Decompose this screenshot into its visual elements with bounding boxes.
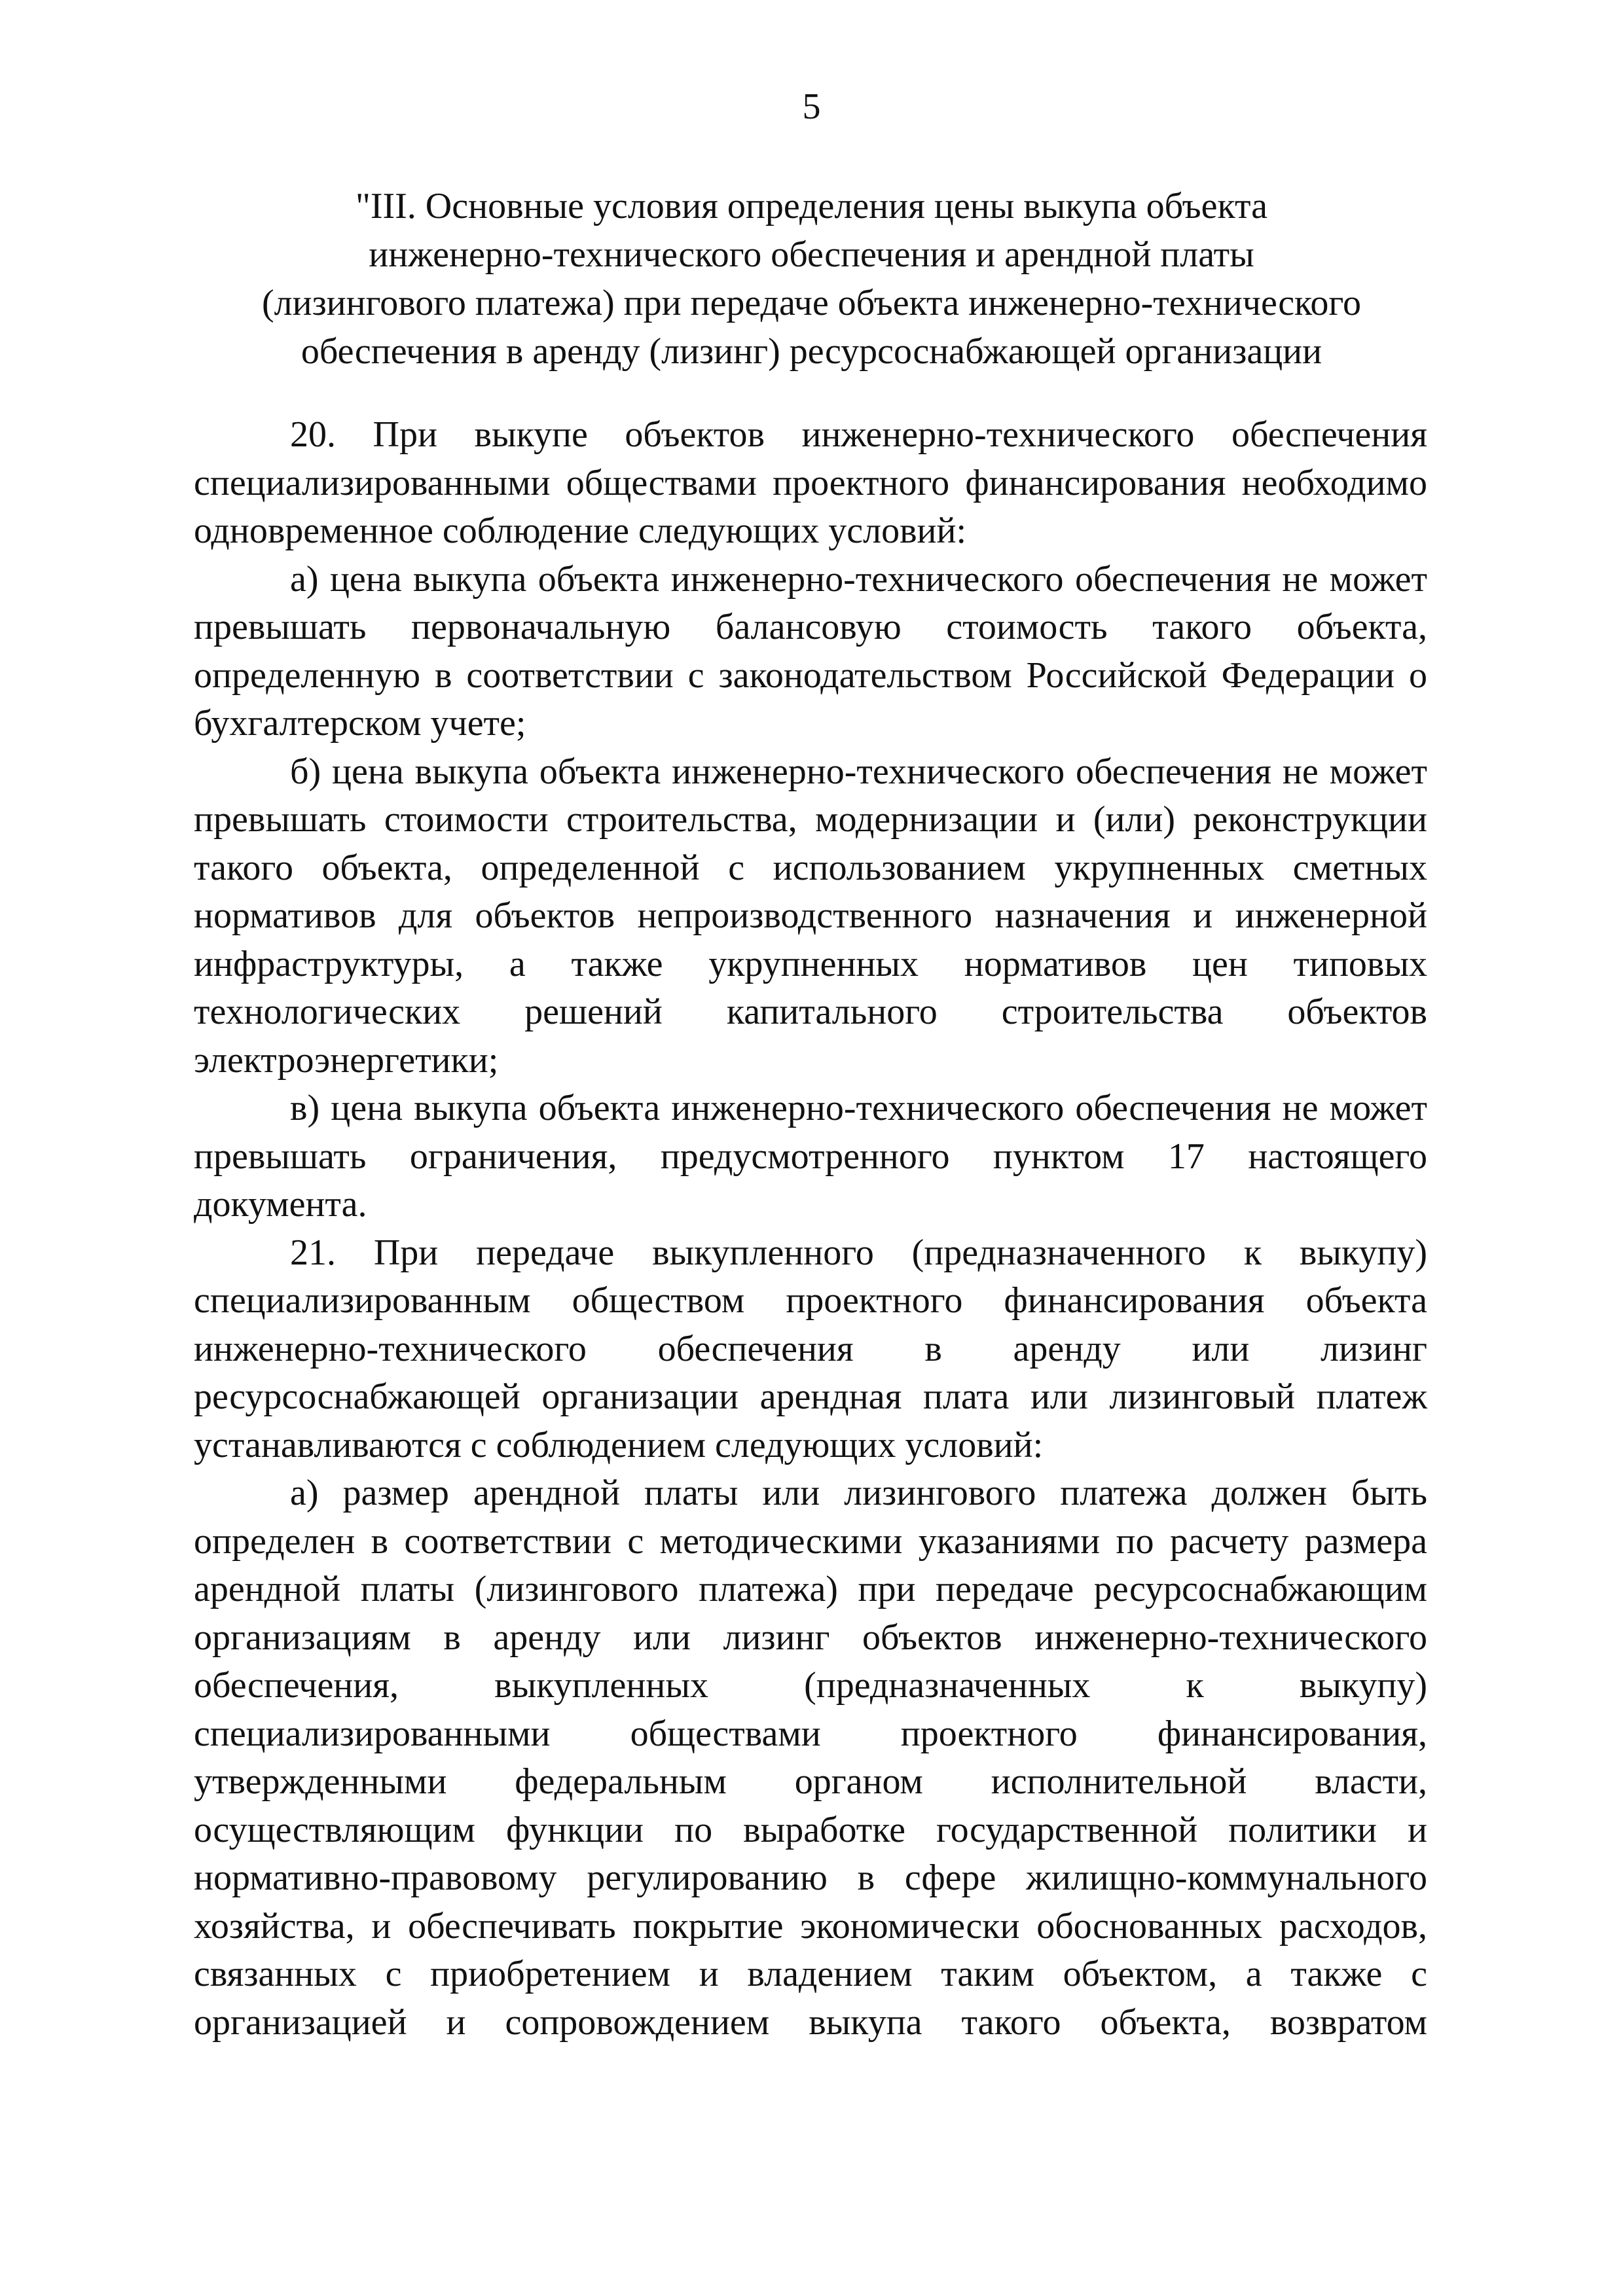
paragraph-item-21: 21. При передаче выкупленного (предназначенного к выкупу) специализированным обществом проектного финансирования объекта инженерно-технического обеспечения в аренду или лизинг ресурсоснабжающей организации арендная плата или лизинговый платеж устанавливаются с соблюдением следующих условий: xyxy=(194,1232,1427,1465)
paragraph-item-20: 20. При выкупе объектов инженерно-технического обеспечения специализированными обществами проектного финансирования необходимо одновременное соблюдение следующих условий: xyxy=(194,414,1427,551)
page-number: 5 xyxy=(802,86,821,127)
subparagraph-b: б) цена выкупа объекта инженерно-технического обеспечения не может превышать стоимости строительства, модернизации и (или) реконструкции такого объекта, определенной с использованием укрупненных сметных нормативов для объектов непроизводственного назначения и инженерной инфраструктуры, а также укрупненных нормативов цен типовых технологических решений капитального строительства объектов электроэнергетики; xyxy=(194,751,1427,1081)
heading-line: инженерно-технического обеспечения и арендной платы xyxy=(369,234,1254,275)
heading-line: (лизингового платежа) при передаче объекта инженерно-технического xyxy=(262,283,1361,323)
section-heading xyxy=(183,182,1440,376)
subparagraph-a-21: а) размер арендной платы или лизингового платежа должен быть определен в соответствии с методическими указаниями по расчету размера арендной платы (лизингового платежа) при передаче ресурсоснабжающим организациям в аренду или лизинг объектов инженерно-технического обеспечения, выкупленных (предназначенных к выкупу) специализированными обществами проектного финансирования, утвержденными федеральным органом исполнительной власти, осуществляющим функции по выработке государственной политики и нормативно-правовому регулированию в сфере жилищно-коммунального хозяйства, и обеспечивать покрытие экономически обоснованных расходов, связанных с приобретением и владением таким объектом, а также с организацией и сопровождением выкупа такого объекта, возвратом xyxy=(194,1473,1427,2043)
document-body xyxy=(194,411,1427,2047)
subparagraph-a: а) цена выкупа объекта инженерно-технического обеспечения не может превышать первоначальную балансовую стоимость такого объекта, определенную в соответствии с законодательством Российской Федерации о бухгалтерском учете; xyxy=(194,558,1427,744)
heading-line: "III. Основные условия определения цены выкупа объекта xyxy=(356,186,1267,226)
subparagraph-v: в) цена выкупа объекта инженерно-технического обеспечения не может превышать ограничения, предусмотренного пунктом 17 настоящего документа. xyxy=(194,1088,1427,1225)
heading-line: обеспечения в аренду (лизинг) ресурсоснабжающей организации xyxy=(301,331,1322,372)
